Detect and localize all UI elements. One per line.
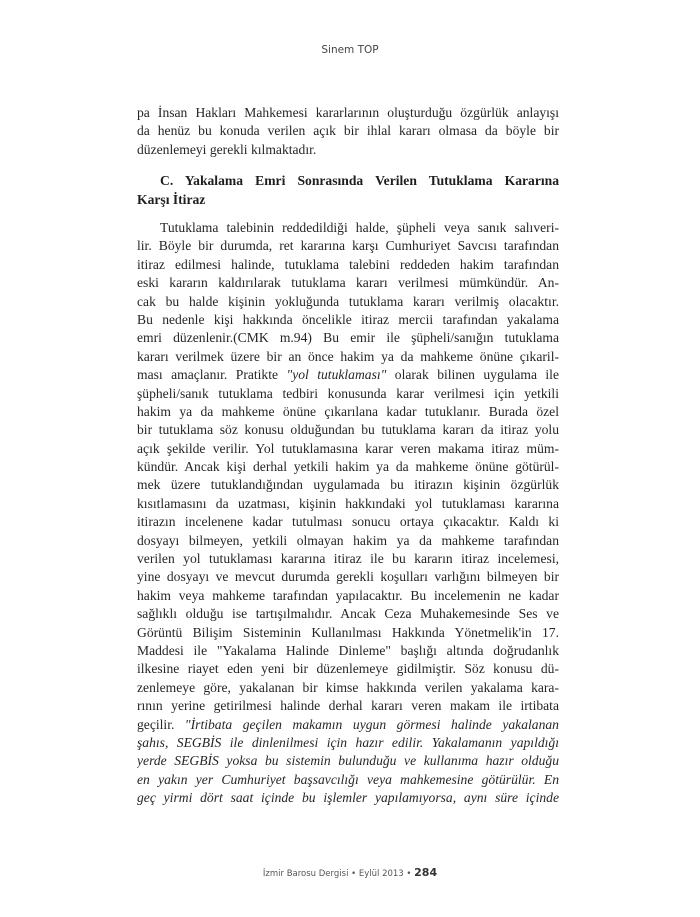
text-line: hakim ya da mahkeme önüne çıkarılana kadar tutuklanır. Burada özel <box>137 403 559 419</box>
text-line: eski kararın kaldırılarak tutuklama kararı verilmesi mümkündür. An- <box>137 275 559 291</box>
text-line: hakim veya mahkeme tarafından yapılacaktır. Bu incelemenin ne kadar <box>137 587 559 603</box>
text-line: kısıtlamasını da uzatması, kişinin hakkındaki yol tutuklaması kararına <box>137 495 559 511</box>
text-line: yine dosyayı ve mevcut durumda gerekli koşulları varlığını bilmeyen bir <box>137 569 559 585</box>
text-line: lir. Böyle bir durumda, ret kararına karşı Cumhuriyet Savcısı tarafından <box>137 238 559 254</box>
text-line: itiraz edilmesi halinde, tutuklama talebini reddeden hakim tarafından <box>137 256 559 272</box>
journal-name: İzmir Barosu Dergisi <box>262 869 349 879</box>
text-line: verilen yol tutuklaması kararına itiraz ile bu kararın itiraz incelemesi, <box>137 551 559 567</box>
text-line: düzenlemeyi gerekli kılmaktadır. <box>137 141 317 157</box>
italic-line: yerde SEGBİS yoksa bu sistemin bulunduğu ve kullanıma hazır olduğu <box>137 753 559 769</box>
text-line: ilkesine riayet eden yeni bir düzenlemeye gidilmiştir. Söz konusu dü- <box>137 661 559 677</box>
text-line: dosyayı bilmeyen, yetkili olmayan hakim ya da mahkeme tarafından <box>137 532 559 548</box>
text-line: itirazın incelenene kadar tutulması sonucu ortaya çıkacaktır. Kaldı ki <box>137 514 559 530</box>
text-line: pa İnsan Hakları Mahkemesi kararlarının oluşturduğu özgürlük anlayışı <box>137 105 559 120</box>
text-run: geçilir. <box>137 716 185 732</box>
text-line: cak bu halde kişinin yokluğunda tutuklama kararı verilmiş olacaktır. <box>137 293 559 309</box>
text-line: mek üzere tutuklandığından uygulamada bu itirazın kişinin özgürlük <box>137 477 559 493</box>
page-number: 284 <box>414 866 438 879</box>
intro-paragraph <box>137 104 559 159</box>
section-heading-line: C. Yakalama Emri Sonrasında Verilen Tutuklama Kararına <box>160 173 559 188</box>
text-line: zenlemeye göre, yakalanan bir kimse hakkında verilen yakalama kara- <box>137 679 559 695</box>
italic-quote: "İrtibata geçilen makamın uygun görmesi halinde yakalanan <box>184 716 559 732</box>
section-heading <box>137 171 559 209</box>
text-line: da henüz bu konuda verilen açık bir ihlal kararı olmasa da böyle bir <box>137 123 559 139</box>
main-paragraph <box>137 219 559 808</box>
issue-date: Eylül 2013 <box>358 869 404 879</box>
page-footer <box>0 866 700 879</box>
text-line: Tutuklama talebinin reddedildiği halde, şüpheli veya sanık salıveri- <box>160 220 559 235</box>
text-run: olarak bilinen uygulama ile <box>386 367 559 383</box>
text-line: emri düzenlenir.(CMK m.94) Bu emir ile şüpheli/sanığın tutuklama <box>137 330 559 346</box>
text-line: Görüntü Bilişim Sisteminin Kullanılması Hakkında Yönetmelik'in 17. <box>137 624 559 640</box>
italic-line: en yakın yer Cumhuriyet başsavcılığı veya mahkemesine götürülür. En <box>137 771 559 787</box>
text-run: ması amaçlanır. Pratikte <box>137 367 287 383</box>
text-line: açık şekilde verilir. Yol tutuklamasına karar veren makama itiraz müm- <box>137 440 559 456</box>
running-head: Sinem TOP <box>321 44 379 56</box>
italic-quote: "yol tutuklaması" <box>286 367 387 383</box>
text-line: kündür. Ancak kişi derhal yetkili hakim ya da mahkeme önüne götürül- <box>137 459 559 475</box>
text-line: rının yerine getirilmesi halinde derhal kararı veren makam ile irtibata <box>137 698 559 714</box>
footer-separator: • <box>351 869 359 879</box>
text-line-with-quote <box>137 716 559 734</box>
section-heading-line: Karşı İtiraz <box>137 192 206 207</box>
italic-line: şahıs, SEGBİS ile dinlenilmesi için hazır edilir. Yakalamanın yapıldığı <box>137 734 559 750</box>
text-line: bir tutuklama söz konusu olduğundan bu tutuklama kararı da itiraz yolu <box>137 422 559 438</box>
text-line-with-quote <box>137 366 559 384</box>
text-line: Bu nedenle kişi hakkında öncelikle itiraz mercii tarafından yakalama <box>137 311 559 327</box>
footer-separator: • <box>406 869 415 879</box>
text-line: kararı verilmek üzere bir an önce hakim ya da mahkeme önüne çıkaril- <box>137 348 559 364</box>
text-line: sağlıklı olduğu ise tartışılmalıdır. Ancak Ceza Muhakemesinde Ses ve <box>137 606 559 622</box>
text-line: şüpheli/sanık tutuklama tedbiri konusunda karar verilmesi için yetkili <box>137 385 559 401</box>
text-line: Maddesi ile "Yakalama Halinde Dinleme" başlığı altında doğrudanlık <box>137 642 559 658</box>
italic-line: geç yirmi dört saat içinde bu işlemler yapılamıyorsa, aynı süre içinde <box>137 790 559 806</box>
